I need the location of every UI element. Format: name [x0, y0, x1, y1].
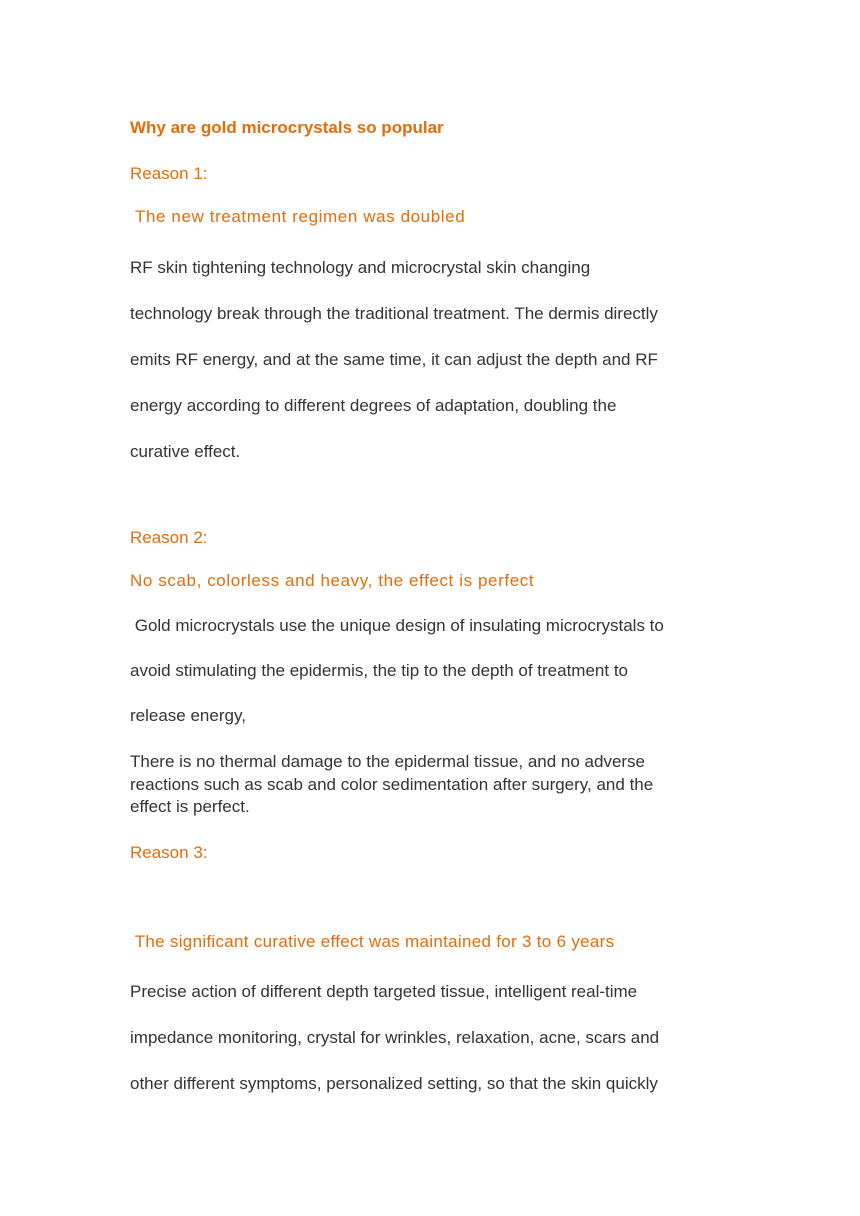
reason-3-body-line: impedance monitoring, crystal for wrinkles, relaxation, acne, scars and [130, 1028, 660, 1047]
reason-2-compact-line: effect is perfect. [130, 797, 250, 816]
reason-1-label: Reason 1: [130, 164, 208, 183]
reason-2-label: Reason 2: [130, 528, 208, 547]
reason-1-body-line: energy according to different degrees of adaptation, doubling the [130, 396, 617, 415]
reason-1-body-line: RF skin tightening technology and microcrystal skin changing [130, 258, 591, 277]
reason-2-compact-line: There is no thermal damage to the epidermal tissue, and no adverse [130, 752, 646, 771]
reason-3-body-line: other different symptoms, personalized setting, so that the skin quickly [130, 1074, 658, 1093]
document-title: Why are gold microcrystals so popular [130, 118, 444, 137]
reason-3-label: Reason 3: [130, 843, 208, 862]
reason-2-body-line: release energy, [130, 706, 246, 725]
reason-2-compact-line: reactions such as scab and color sedimentation after surgery, and the [130, 775, 654, 794]
reason-2-body-line: avoid stimulating the epidermis, the tip to the depth of treatment to [130, 661, 629, 680]
reason-1-body-line: technology break through the traditional treatment. The dermis directly [130, 304, 658, 323]
reason-2-body-line: Gold microcrystals use the unique design of insulating microcrystals to [130, 616, 664, 635]
reason-3-heading: The significant curative effect was maintained for 3 to 6 years [130, 932, 615, 951]
reason-1-heading: The new treatment regimen was doubled [130, 207, 466, 226]
reason-3-body-line: Precise action of different depth targeted tissue, intelligent real-time [130, 982, 638, 1001]
reason-1-body-line: curative effect. [130, 442, 241, 461]
reason-2-heading: No scab, colorless and heavy, the effect is perfect [130, 571, 535, 590]
reason-1-body-line: emits RF energy, and at the same time, it can adjust the depth and RF [130, 350, 658, 369]
